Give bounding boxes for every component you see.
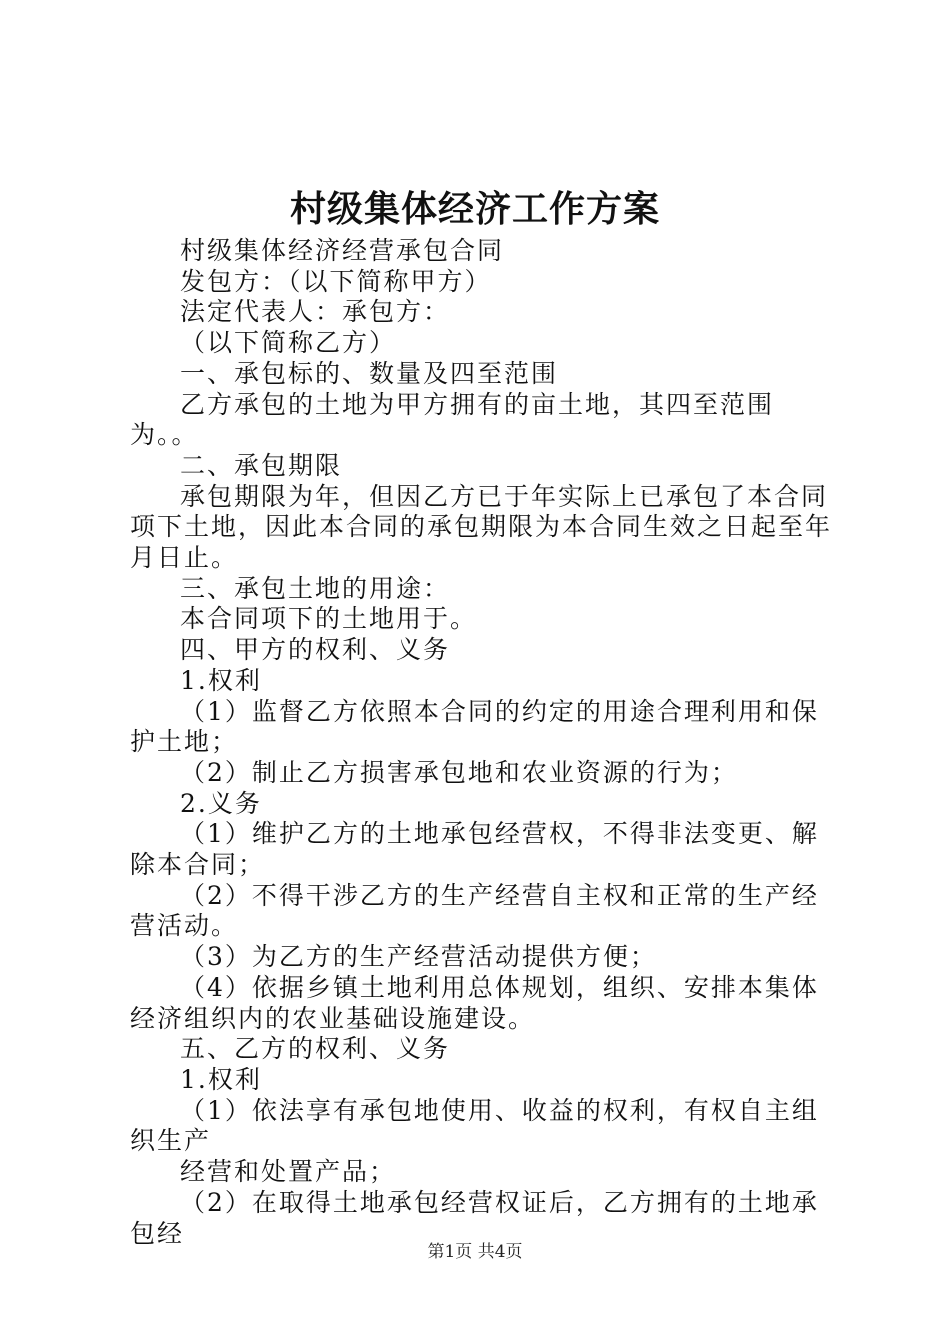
list-item: （3）为乙方的生产经营活动提供方便； [180, 942, 657, 972]
paragraph-party-b: （以下简称乙方） [180, 328, 397, 358]
heading-section-4: 四、甲方的权利、义务 [180, 635, 451, 665]
list-item: （1）监督乙方依照本合同的约定的用途合理利用和保护土地； [130, 696, 819, 757]
paragraph-contract-name: 村级集体经济经营承包合同 [180, 236, 505, 265]
paragraph-term: 承包期限为年，但因乙方已于年实际上已承包了本合同项下土地，因此本合同的承包期限为本合同生效之日起至年月日止。 [130, 481, 833, 573]
document-title: 村级集体经济工作方案 [289, 188, 660, 230]
list-item: （1）依法享有承包地使用、收益的权利，有权自主组织生产 [130, 1095, 819, 1156]
document-body [130, 236, 835, 1249]
heading-section-1: 一、承包标的、数量及四至范围 [180, 358, 559, 388]
subheading-rights-b: 1.权利 [180, 1064, 262, 1094]
heading-section-5: 五、乙方的权利、义务 [180, 1034, 451, 1064]
list-item: （2）制止乙方损害承包地和农业资源的行为； [180, 757, 738, 787]
paragraph-legal-rep: 法定代表人：承包方： [180, 297, 451, 327]
list-item: （4）依据乡镇土地利用总体规划，组织、安排本集体经济组织内的农业基础设施建设。 [130, 972, 819, 1033]
paragraph-land-scope: 乙方承包的土地为甲方拥有的亩土地，其四至范围为。。 [130, 389, 775, 450]
paragraph-party-a: 发包方：（以下简称甲方） [180, 266, 492, 296]
list-item: （2）在取得土地承包经营权证后，乙方拥有的土地承包经 [130, 1187, 819, 1248]
subheading-rights-a: 1.权利 [180, 665, 262, 695]
subheading-duties-a: 2.义务 [180, 788, 262, 818]
page-footer: 第1页 共4页 [427, 1242, 523, 1262]
paragraph-land-use: 本合同项下的土地用于。 [180, 604, 478, 634]
list-item-continuation: 经营和处置产品； [180, 1157, 397, 1187]
list-item: （2）不得干涉乙方的生产经营自主权和正常的生产经营活动。 [130, 880, 819, 941]
heading-section-3: 三、承包土地的用途： [180, 573, 451, 603]
heading-section-2: 二、承包期限 [180, 450, 343, 480]
list-item: （1）维护乙方的土地承包经营权，不得非法变更、解除本合同； [130, 819, 819, 880]
